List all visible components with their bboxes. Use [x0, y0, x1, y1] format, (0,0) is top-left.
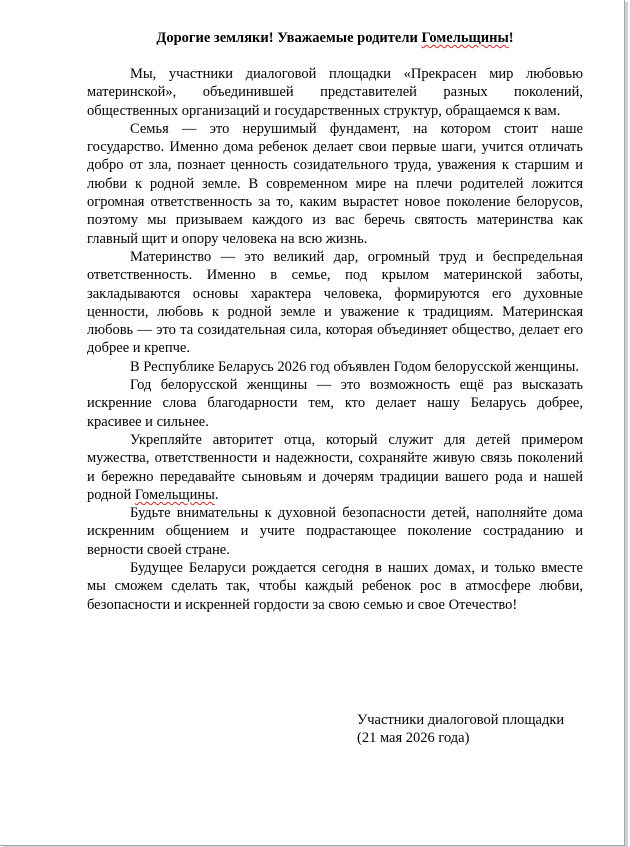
- paragraph-6-text: Укрепляйте авторитет отца, который служит для детей примером мужества, ответственности и надежности, сохраняйте живую связь поколений и бережно передавайте сыновьям и дочерям традиции вашего рода и нашей родной: [87, 431, 583, 503]
- paragraph-3: Материнство — это великий дар, огромный труд и беспредельная ответственность. Именно в семье, под крылом материнской заботы, закладываются основы характера человека, формируются его духовные ценности, любовь к родной земле и уважение к традициям. Материнская любовь — это та созидательная сила, которая объединяет общество, делает его добрее и крепче.: [87, 248, 583, 357]
- paragraph-1: Мы, участники диалоговой площадки «Прекрасен мир любовью материнской», объединившей представителей разных поколений, общественных организаций и государственных структур, обращаемся к вам.: [87, 66, 583, 119]
- document-title: [87, 29, 583, 47]
- signature-line-2: (21 мая 2026 года): [357, 730, 470, 747]
- spellcheck-flagged-word[interactable]: Гомельщины: [421, 30, 509, 46]
- document-body[interactable]: [87, 29, 583, 614]
- paragraph-8: Будущее Беларуси рождается сегодня в наших домах, и только вместе мы сможем сделать так, чтобы каждый ребенок рос в атмосфере любви, безопасности и искренней гордости за свою семью и свое Отечество!: [87, 560, 583, 613]
- signature-block: [357, 711, 564, 748]
- paragraph-6-end: .: [214, 486, 219, 503]
- title-punctuation: !: [508, 30, 514, 46]
- paragraph-7: Будьте внимательны к духовной безопасности детей, наполняйте дома искренним общением и учите подрастающее поколение состраданию и верности своей стране.: [87, 505, 583, 558]
- paragraph-2: Семья — это нерушимый фундамент, на котором стоит наше государство. Именно дома ребенок делает свои первые шаги, учится отличать добро от зла, познает ценность созидательного труда, уважения к старшим и любви к родной земле. В современном мире на плечи родителей ложится огромная ответственность за то, каким вырастет новое поколение белорусов, поэтому мы призываем каждого из вас беречь святость материнства как главный щит и опору человека на всю жизнь.: [87, 120, 583, 247]
- signature-line-1: Участники диалоговой площадки: [357, 712, 565, 728]
- spellcheck-flagged-word[interactable]: Гомельщины: [134, 486, 215, 503]
- paragraph-4: В Республике Беларусь 2026 год объявлен Годом белорусской женщины.: [130, 358, 579, 375]
- title-text: Дорогие земляки! Уважаемые родители: [156, 30, 422, 46]
- paragraph-6: [87, 431, 583, 504]
- paragraph-5: Год белорусской женщины — это возможность ещё раз высказать искренние слова благодарности тем, кто делает нашу Беларусь добрее, красивее и сильнее.: [87, 377, 583, 430]
